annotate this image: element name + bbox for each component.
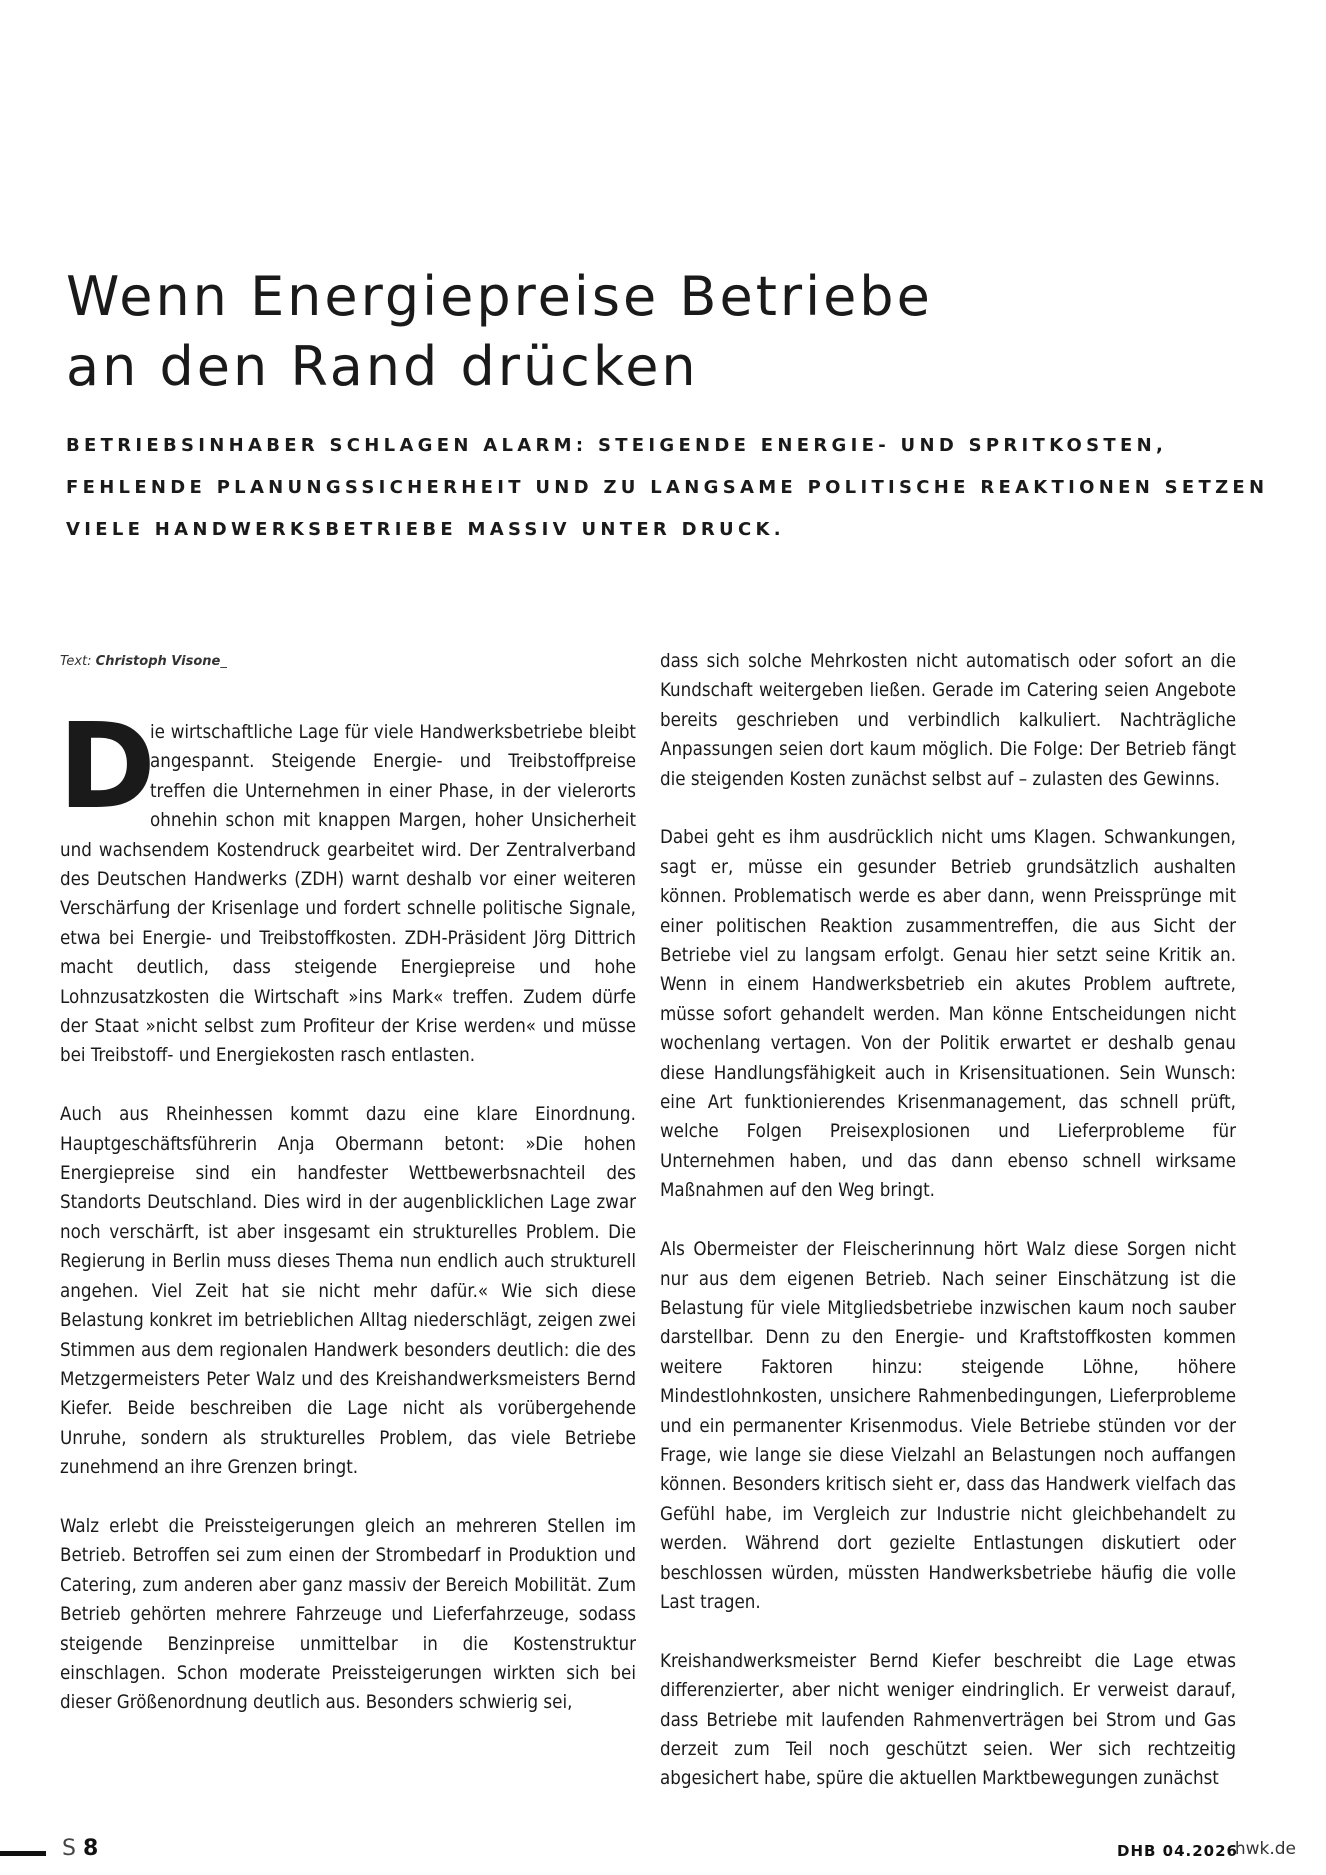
drop-cap: D (58, 697, 156, 835)
body-paragraph (58, 697, 636, 1071)
byline (60, 654, 227, 669)
issue-label: DHB 04.2026 (1117, 1842, 1238, 1860)
section-letter: S (62, 1836, 76, 1861)
byline-underscore: _ (220, 654, 227, 669)
headline-line-1: Wenn Energiepreise Betriebe (66, 265, 933, 328)
headline (66, 262, 1246, 402)
body-paragraph: Auch aus Rheinhessen kommt dazu eine klare Einordnung. Hauptgeschäftsführerin Anja Obermann betont: »Die hohen Energiepreise sind ein handfester Wettbewerbsnachteil des Standorts Deutschland. Dies wird in der augenblicklichen Lage zwar noch verschärft, ist aber insgesamt ein strukturelles Problem. Die Regierung in Berlin muss dieses Thema nun endlich auch strukturell angehen. Viel Zeit hat sie nicht mehr dafür.« Wie sich diese Belastung konkret im betrieblichen Alltag niederschlägt, zeigen zwei Stimmen aus dem regionalen Handwerk besonders deutlich: die des Metzgermeisters Peter Walz und des Kreishandwerksmeisters Bernd Kiefer. Beide beschreiben die Lage nicht als vorübergehende Unruhe, sondern als strukturelles Problem, das viele Betriebe zunehmend an ihre Grenzen bringt. (60, 1104, 636, 1479)
byline-label: Text: (60, 654, 92, 669)
text-column-left (58, 697, 636, 1747)
lead-paragraph (66, 425, 1269, 551)
lead-line-3: VIELE HANDWERKSBETRIEBE MASSIV UNTER DRUCK. (66, 519, 785, 540)
body-paragraph: Dabei geht es ihm ausdrücklich nicht ums Klagen. Schwankungen, sagt er, müsse ein gesunder Betrieb grundsätzlich aushalten können. Problematisch werde es aber dann, wenn Preissprünge mit einer politischen Reaktion zusammentreffen, die aus Sicht der Betriebe viel zu langsam erfolgt. Genau hier setzt seine Kritik an. Wenn in einem Handwerksbetrieb ein akutes Problem auftrete, müsse sofort gehandelt werden. Man könne Entscheidungen nicht wochenlang vertagen. Von der Politik erwartet er deshalb genau diese Handlungsfähigkeit auch in Krisensituationen. Sein Wunsch: eine Art funktionierendes Krisenmanagement, das schnell prüft, welche Folgen Preisexplosionen und Lieferprobleme für Unternehmen haben, und das dann ebenso schnell wirksame Maßnahmen auf den Weg bringt. (660, 827, 1236, 1202)
body-paragraph: Als Obermeister der Fleischerinnung hört Walz diese Sorgen nicht nur aus dem eigenen Betrieb. Nach seiner Einschätzung ist die Belastung für viele Mitgliedsbetriebe inzwischen kaum noch sauber darstellbar. Denn zu den Energie- und Kraftstoffkosten kommen weitere Faktoren hinzu: steigende Löhne, höhere Mindestlohnkosten, unsichere Rahmenbedingungen, Lieferprobleme und ein permanenter Krisenmodus. Viele Betriebe stünden vor der Frage, wie lange sie diese Vielzahl an Belastungen noch auffangen können. Besonders kritisch sieht er, dass das Handwerk vielfach das Gefühl habe, im Vergleich zur Industrie nicht gleichbehandelt zu werden. Während dort gezielte Entlastungen diskutiert oder beschlossen würden, müssten Handwerksbetriebe häufig die volle Last tragen. (660, 1239, 1236, 1613)
website-label: hwk.de (1234, 1839, 1296, 1859)
body-paragraph: Walz erlebt die Preissteigerungen gleich an mehreren Stellen im Betrieb. Betroffen sei zum einen der Strombedarf in Produktion und Catering, zum anderen aber ganz massiv der Bereich Mobilität. Zum Betrieb gehörten mehrere Fahrzeuge und Lieferfahrzeuge, sodass steigende Benzinpreise unmittelbar in die Kostenstruktur einschlagen. Schon moderate Preissteigerungen wirkten sich bei dieser Größenordnung deutlich aus. Besonders schwierig sei, (60, 1515, 636, 1714)
text-column-right (660, 647, 1236, 1823)
body-paragraph-text: ie wirtschaftliche Lage für viele Handwerksbetriebe bleibt angespannt. Steigende Energie- und Treibstoffpreise treffen die Unternehmen in einer Phase, in der vielerorts ohnehin schon mit knappen Margen, hoher Unsicherheit und wachsendem Kostendruck gearbeitet wird. Der Zentralverband des Deutschen Handwerks (ZDH) warnt deshalb vor einer weiteren Verschärfung der Krisenlage und fordert schnelle politische Signale, etwa bei Energie- und Treibstoffkosten. ZDH-Präsident Jörg Dittrich macht deutlich, dass steigende Energiepreise und hohe Lohnzusatzkosten die Wirtschaft »ins Mark« treffen. Zudem dürfe der Staat »nicht selbst zum Profiteur der Krise werden« und müsse bei Treibstoff- und Energiekosten rasch entlasten. (60, 722, 636, 1067)
page-number (62, 1836, 98, 1861)
body-paragraph: Kreishandwerksmeister Bernd Kiefer beschreibt die Lage etwas differenzierter, aber nicht weniger eindringlich. Er verweist darauf, dass Betriebe mit laufenden Rahmenverträgen bei Strom und Gas derzeit zum Teil noch geschützt seien. Wer sich rechtzeitig abgesichert habe, spüre die aktuellen Marktbewegungen zunächst (660, 1650, 1236, 1790)
lead-line-2: FEHLENDE PLANUNGSSICHERHEIT UND ZU LANGSAME POLITISCHE REAKTIONEN SETZEN (66, 477, 1269, 498)
headline-line-2: an den Rand drücken (66, 335, 699, 398)
footer-accent-bar (0, 1851, 46, 1856)
body-paragraph: dass sich solche Mehrkosten nicht automatisch oder sofort an die Kundschaft weitergeben ließen. Gerade im Catering seien Angebote bereits geschrieben und verbindlich kalkuliert. Nachträgliche Anpassungen seien dort kaum möglich. Die Folge: Der Betrieb fängt die steigenden Kosten zunächst selbst auf – zulasten des Gewinns. (660, 651, 1236, 790)
byline-author: Christoph Visone (95, 654, 221, 669)
page-number-value: 8 (82, 1836, 99, 1861)
lead-line-1: BETRIEBSINHABER SCHLAGEN ALARM: STEIGENDE ENERGIE- UND SPRITKOSTEN, (66, 435, 1168, 456)
